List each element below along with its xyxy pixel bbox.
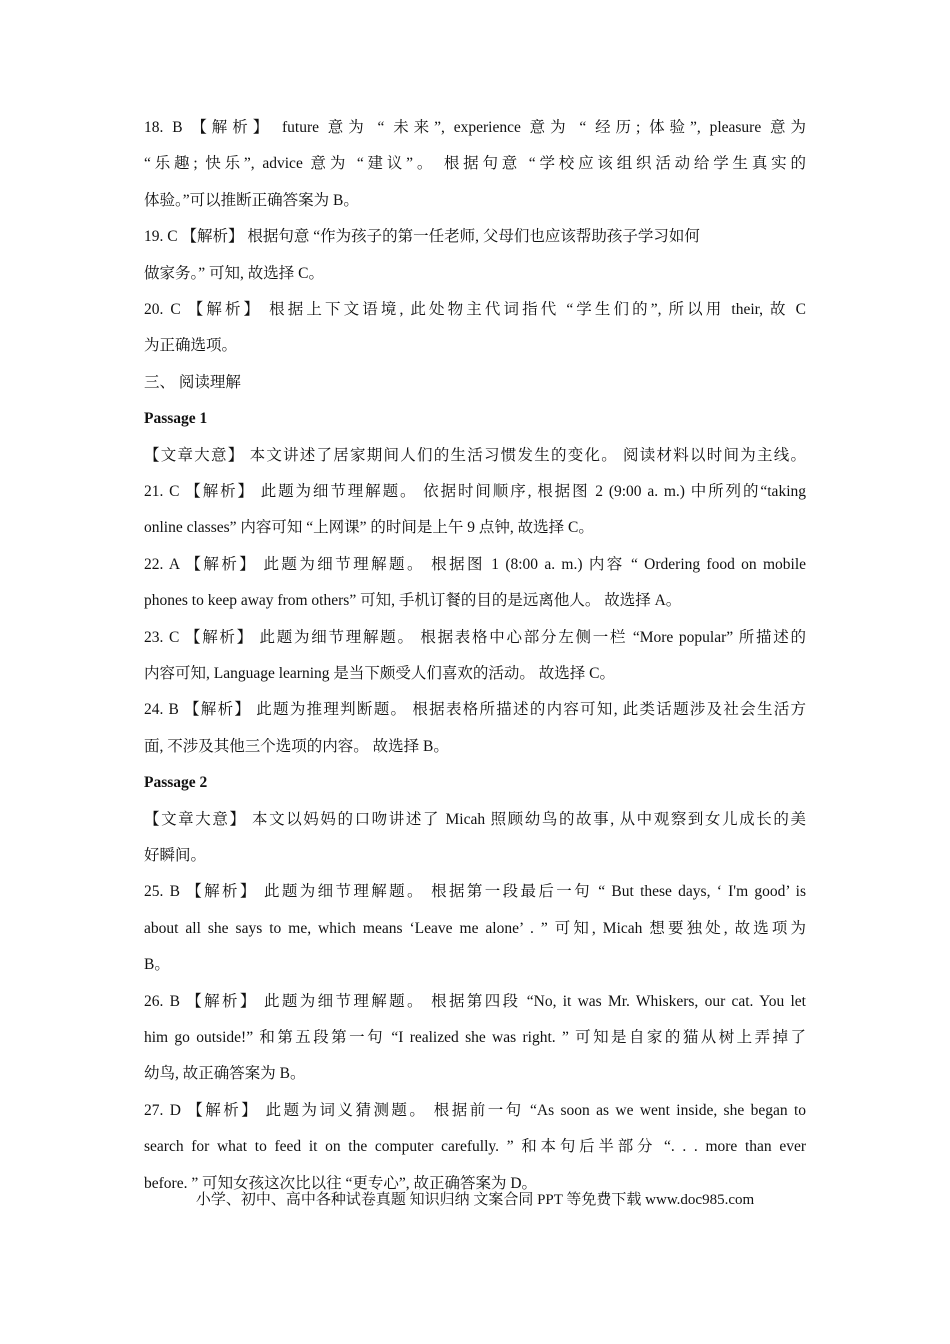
text-line-q25: 25. B 【解析】 此题为细节理解题。 根据第一段最后一句 “ But these days, ‘ I'm good’ is [144,883,806,901]
text-line-q21: 21. C 【解析】 此题为细节理解题。 依据时间顺序, 根据图 2 (9:00 a. m.) 中所列的“taking [144,483,806,500]
text-line-q23: 23. C 【解析】 此题为细节理解题。 根据表格中心部分左侧一栏 “More popular” 所描述的 [144,628,806,646]
text-line-q26: 26. B 【解析】 此题为细节理解题。 根据第四段 “No, it was Mr. Whiskers, our cat. You let [144,992,806,1010]
text-line-q25-cont: about all she says to me, which means ‘Leave me alone’ . ” 可知, Micah 想要独处, 故选项为 [144,919,806,937]
text-line-q18-cont: “乐趣; 快乐”, advice 意为 “建议”。 根据句意 “学校应该组织活动给学生真实的 [144,155,806,173]
text-line-q22-end: phones to keep away from others” 可知, 手机订餐的目的是远离他人。 故选择 A。 [144,592,682,610]
text-line-passage2-summary: 【文章大意】 本文以妈妈的口吻讲述了 Micah 照顾幼鸟的故事, 从中观察到女儿成长的美 [144,810,806,828]
text-line-q18: 18. B 【解析】 future 意为 “ 未来”, experience 意为 “ 经历; 体验”, pleasure 意为 [144,119,806,136]
text-line-q19: 19. C 【解析】 根据句意 “作为孩子的第一任老师, 父母们也应该帮助孩子学习如何 [144,228,700,246]
text-line-q24: 24. B 【解析】 此题为推理判断题。 根据表格所描述的内容可知, 此类话题涉及社会生活方 [144,701,806,719]
section-heading-reading: 三、 阅读理解 [144,373,241,391]
text-line-q27: 27. D 【解析】 此题为词义猜测题。 根据前一句 “As soon as we went inside, she began to [144,1101,806,1119]
text-line-q25-end: B。 [144,956,170,974]
passage-2-heading: Passage 2 [144,774,208,792]
text-line-q18-end: 体验。”可以推断正确答案为 B。 [144,191,359,209]
text-line-q27-cont: search for what to feed it on the computer carefully. ” 和本句后半部分 “. . . more than ever [144,1138,806,1156]
passage-1-heading: Passage 1 [144,410,208,428]
text-line-q26-end: 幼鸟, 故正确答案为 B。 [144,1065,306,1083]
text-line-q21-end: online classes” 内容可知 “上网课” 的时间是上午 9 点钟, 故选择 C。 [144,519,594,537]
page-footer: 小学、初中、高中各种试卷真题 知识归纳 文案合同 PPT 等免费下载 www.doc985.com [195,1192,755,1208]
text-line-q24-end: 面, 不涉及其他三个选项的内容。 故选择 B。 [144,737,449,755]
text-line-q23-end: 内容可知, Language learning 是当下颇受人们喜欢的活动。 故选择 C。 [144,664,615,682]
document-page [144,110,806,1202]
text-line-q20: 20. C 【解析】 根据上下文语境, 此处物主代词指代 “学生们的”, 所以用 their, 故 C [144,301,806,318]
text-line-q27-end: before. ” 可知女孩这次比以往 “更专心”, 故正确答案为 D。 [144,1174,538,1192]
text-line-passage2-summary-end: 好瞬间。 [144,846,207,864]
text-line-q26-cont: him go outside!” 和第五段第一句 “I realized she was right. ” 可知是自家的猫从树上弄掉了 [144,1028,806,1046]
text-line-q19-end: 做家务。” 可知, 故选择 C。 [144,264,324,282]
text-line-q20-end: 为正确选项。 [144,337,238,355]
text-line-q22: 22. A 【解析】 此题为细节理解题。 根据图 1 (8:00 a. m.) 内容 “ Ordering food on mobile [144,555,806,573]
text-line-passage1-summary: 【文章大意】 本文讲述了居家期间人们的生活习惯发生的变化。 阅读材料以时间为主线。 [144,446,806,464]
